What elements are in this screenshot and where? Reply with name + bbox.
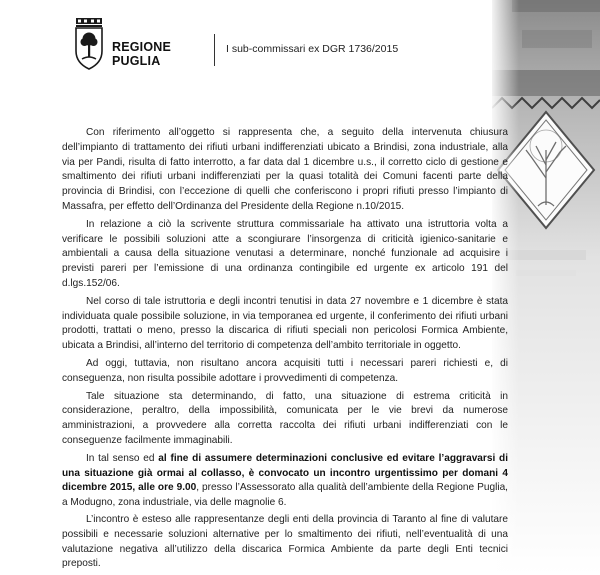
header-divider [214, 34, 215, 66]
header-title: I sub-commissari ex DGR 1736/2015 [226, 43, 399, 55]
paragraph-1: Con riferimento all’oggetto si rappresenta che, a seguito della intervenuta chiusura dell’impianto di trattamento dei rifiuti urbani indifferenziati ubicato a Brindisi, zona industriale, alla via per Pandi, risulta di fatto interrotto, a far data dal 1 dicembre u.s., il corretto ciclo di gestione e smaltimento dei rifiuti urbani indifferenziati per la quasi totalità dei Comuni facenti parte della provincia di Brindisi, con l’eccezione di quelli che conferiscono i propri rifiuti presso l’impianto di Massafra, per effetto dell’Ordinanza del Presidente della Regione n.10/2015. [62, 127, 508, 212]
paragraph-2: In relazione a ciò la scrivente struttura commissariale ha attivato una istruttoria volta a verificare le possibili soluzioni atte a scongiurare l’insorgenza di criticità igienico-sanitarie e ambientali a causa della situazione venutasi a determinare, nonché funzionale ad acquisire i previsti pareri per l’emissione di una ordinanza contingibile ed urgente ex articolo 191 del d.lgs.152/06. [62, 218, 508, 289]
paragraph-7: L’incontro è esteso alle rappresentanze degli enti della provincia di Taranto al fine di valutare possibili e necessarie soluzioni alternative per lo smaltimento dei rifiuti, nell’eventualità di una valutazione negativa all’utilizzo della discarica Formica Ambiente da parte degli Enti tecnici preposti. [62, 513, 508, 570]
letter-body [62, 126, 508, 575]
paragraph-6 [62, 452, 508, 511]
paragraph-6-emphasis: al fine di assumere determinazioni conclusive ed evitare l’aggravarsi di una situazione già ormai al collasso, è convocato un incontro urgentissimo per domani 4 dicembre 2015, alle ore 9.00 [62, 452, 508, 494]
paragraph-6-intro: In tal senso ed [86, 452, 159, 464]
regione-puglia-emblem [74, 17, 104, 71]
decorative-side-strip [492, 0, 600, 574]
paragraph-6-location: , presso l’Assessorato alla qualità dell’ambiente della Regione Puglia, a Modugno, zona industriale, via delle magnolie 6. [62, 482, 508, 509]
logo-line-2: PUGLIA [112, 54, 161, 68]
paragraph-3: Nel corso di tale istruttoria e degli incontri tenutisi in data 27 novembre e 1 dicembre è stata individuata quale possibile soluzione, in via temporanea ed urgente, il conferimento dei rifiuti urbani prodotti, trattati o meno, presso la discarica di rifiuti speciali non pericolosi Formica Ambiente, ubicata a Brindisi, all’interno del territorio di competenza dell’ambito territoriale in oggetto. [62, 295, 508, 352]
region-logo-text [112, 40, 171, 68]
paragraph-5: Tale situazione sta determinando, di fatto, una situazione di estrema criticità in considerazione, peraltro, della impossibilità, comunicata per le vie brevi da numerose amministrazioni, a provvedere alla corretta raccolta dei rifiuti urbani indifferenziati con le conseguenze facilmente immaginabili. [62, 390, 508, 446]
paragraph-4: Ad oggi, tuttavia, non risultano ancora acquisiti tutti i necessari pareri richiesti e, di conseguenza, non risulta possibile adottare i provvedimenti di competenza. [62, 357, 508, 384]
logo-line-1: REGIONE [112, 40, 172, 54]
